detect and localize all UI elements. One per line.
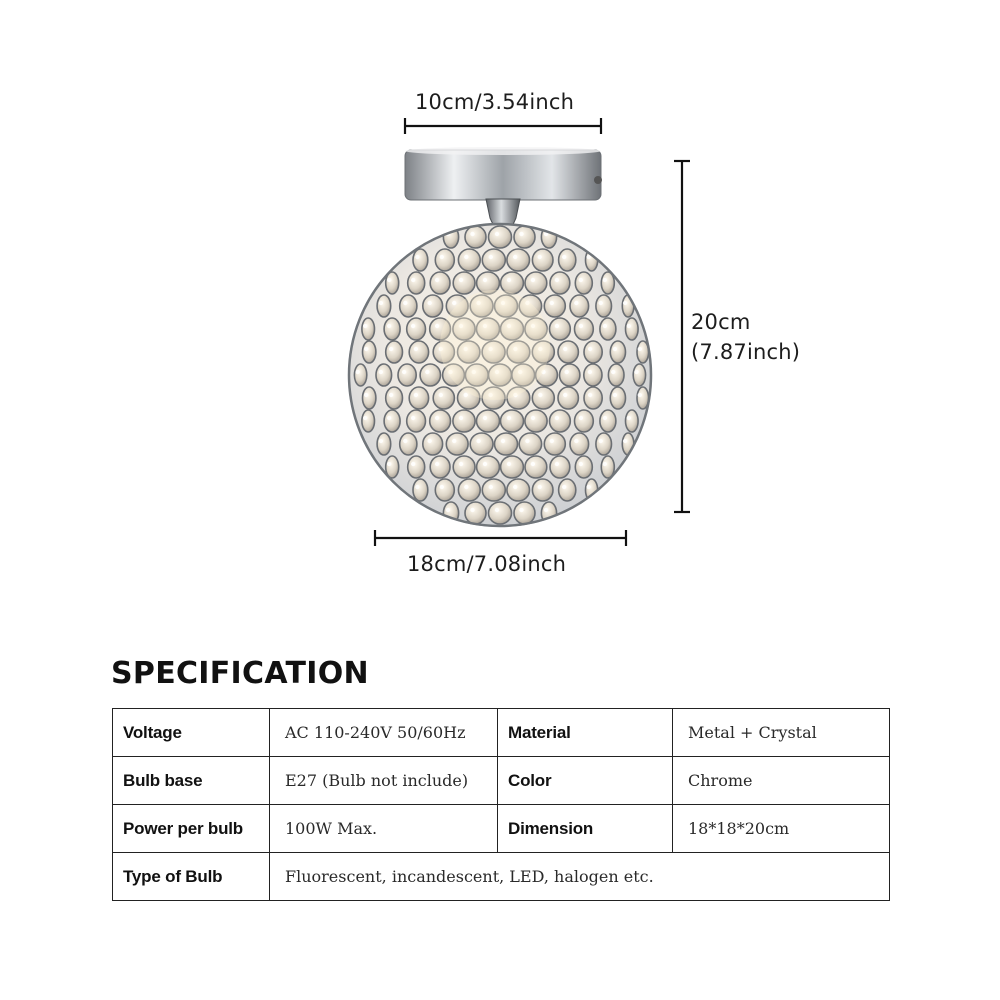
- crystal-ring: [626, 410, 639, 432]
- spec-value-bulb-base: E27 (Bulb not include): [270, 757, 498, 805]
- crystal-ring: [610, 387, 625, 409]
- crystal-highlight: [586, 485, 590, 489]
- crystal-highlight: [495, 508, 499, 512]
- crystal-ring: [610, 341, 625, 363]
- crystal-highlight: [402, 370, 406, 374]
- table-row: [113, 853, 890, 901]
- crystal-highlight: [623, 301, 627, 305]
- spec-label-power: Power per bulb: [113, 805, 270, 853]
- crystal-highlight: [531, 462, 535, 466]
- crystal-ring: [362, 410, 375, 432]
- crystal-highlight: [613, 347, 617, 351]
- crystal-ring: [407, 318, 426, 340]
- spec-value-bulb-type: Fluorescent, incandescent, LED, halogen etc.: [270, 853, 890, 901]
- crystal-highlight: [562, 255, 566, 259]
- crystal-ring: [501, 272, 524, 294]
- crystal-ring: [560, 364, 580, 386]
- spec-label-bulb-type: Type of Bulb: [113, 853, 270, 901]
- crystal-highlight: [411, 278, 415, 282]
- crystal-ring: [559, 479, 576, 501]
- crystal-ring: [362, 318, 375, 340]
- top-width-dimension-line: [405, 118, 601, 134]
- crystal-highlight: [623, 439, 627, 443]
- crystal-ring: [584, 341, 602, 363]
- crystal-highlight: [464, 255, 468, 259]
- crystal-highlight: [387, 416, 391, 420]
- crystal-highlight: [459, 462, 463, 466]
- crystal-ring: [477, 410, 500, 432]
- crystal-highlight: [613, 393, 617, 397]
- crystal-ring: [575, 318, 594, 340]
- crystal-ring: [423, 295, 443, 317]
- crystal-ring: [507, 249, 530, 271]
- crystal-ring: [453, 456, 475, 478]
- crystal-ring: [453, 272, 475, 294]
- crystal-ring: [575, 410, 594, 432]
- crystal-ring: [413, 249, 428, 271]
- crystal-ring: [570, 295, 589, 317]
- crystal-ring: [544, 433, 565, 455]
- crystal-ring: [435, 249, 454, 271]
- crystal-highlight: [425, 370, 429, 374]
- crystal-highlight: [599, 301, 603, 305]
- crystal-highlight: [464, 485, 468, 489]
- crystal-highlight: [476, 439, 480, 443]
- crystal-highlight: [389, 347, 393, 351]
- crystal-ring: [495, 433, 518, 455]
- crystal-ring: [559, 249, 576, 271]
- crystal-ring: [501, 410, 524, 432]
- crystal-highlight: [538, 485, 542, 489]
- crystal-highlight: [555, 416, 559, 420]
- crystal-highlight: [428, 439, 432, 443]
- crystal-highlight: [364, 347, 368, 351]
- crystal-highlight: [489, 255, 493, 259]
- crystal-ring: [458, 479, 480, 501]
- crystal-highlight: [415, 255, 419, 259]
- crystal-highlight: [603, 462, 607, 466]
- spec-label-voltage: Voltage: [113, 709, 270, 757]
- crystal-ring: [600, 318, 616, 340]
- crystal-ring: [354, 364, 366, 386]
- crystal-highlight: [579, 278, 583, 282]
- crystal-ring: [470, 433, 493, 455]
- crystal-highlight: [611, 370, 615, 374]
- crystal-highlight: [550, 439, 554, 443]
- crystal-highlight: [579, 324, 583, 328]
- crystal-ring: [453, 410, 475, 432]
- crystal-highlight: [414, 393, 418, 397]
- crystal-ring: [430, 410, 451, 432]
- crystal-highlight: [411, 462, 415, 466]
- crystal-ring: [409, 341, 428, 363]
- crystal-ring: [408, 272, 425, 294]
- crystal-highlight: [364, 393, 368, 397]
- crystal-highlight: [459, 416, 463, 420]
- crystal-ring: [423, 433, 443, 455]
- crystal-highlight: [565, 370, 569, 374]
- crystal-highlight: [483, 416, 487, 420]
- specification-title: SPECIFICATION: [111, 656, 369, 691]
- crystal-ring: [514, 502, 535, 524]
- crystal-ring: [433, 387, 454, 409]
- crystal-ring: [409, 387, 428, 409]
- crystal-highlight: [531, 278, 535, 282]
- crystal-highlight: [435, 462, 439, 466]
- crystal-highlight: [507, 416, 511, 420]
- crystal-ring: [519, 433, 541, 455]
- crystal-highlight: [489, 485, 493, 489]
- crystal-highlight: [439, 393, 443, 397]
- crystal-ring: [544, 295, 565, 317]
- table-row: [113, 757, 890, 805]
- crystal-ring: [550, 410, 571, 432]
- crystal-highlight: [452, 439, 456, 443]
- crystal-ring: [376, 364, 392, 386]
- crystal-highlight: [411, 416, 415, 420]
- crystal-ring: [525, 272, 547, 294]
- crystal-highlight: [415, 485, 419, 489]
- crystal-ring: [596, 295, 612, 317]
- crystal-ring: [413, 479, 428, 501]
- crystal-highlight: [513, 255, 517, 259]
- crystal-highlight: [389, 393, 393, 397]
- crystal-ring: [465, 502, 486, 524]
- crystal-highlight: [531, 416, 535, 420]
- crystal-ring: [458, 249, 480, 271]
- crystal-ring: [570, 433, 589, 455]
- crystal-highlight: [638, 393, 642, 397]
- crystal-ring: [384, 318, 400, 340]
- crystal-highlight: [355, 370, 359, 374]
- crystal-highlight: [501, 439, 505, 443]
- crystal-ring: [608, 364, 624, 386]
- crystal-ring: [525, 410, 547, 432]
- bottom-width-label: 18cm/7.08inch: [407, 552, 567, 576]
- crystal-highlight: [379, 301, 383, 305]
- crystal-highlight: [440, 485, 444, 489]
- crystal-highlight: [470, 508, 474, 512]
- crystal-highlight: [459, 278, 463, 282]
- crystal-ring: [377, 295, 391, 317]
- crystal-ring: [398, 364, 416, 386]
- crystal-ring: [363, 341, 376, 363]
- crystal-highlight: [599, 439, 603, 443]
- crystal-ring: [532, 249, 553, 271]
- crystal-ring: [532, 479, 553, 501]
- crystal-highlight: [603, 416, 607, 420]
- crystal-highlight: [627, 416, 631, 420]
- crystal-highlight: [563, 393, 567, 397]
- crystal-ring: [386, 387, 403, 409]
- crystal-ring: [600, 410, 616, 432]
- crystal-highlight: [452, 301, 456, 305]
- crystal-ring: [446, 433, 468, 455]
- crystal-highlight: [586, 255, 590, 259]
- crystal-highlight: [363, 416, 367, 420]
- crystal-highlight: [579, 462, 583, 466]
- crystal-ring: [407, 410, 426, 432]
- crystal-highlight: [428, 301, 432, 305]
- crystal-highlight: [519, 508, 523, 512]
- crystal-highlight: [435, 278, 439, 282]
- crystal-ring: [465, 226, 486, 248]
- specification-table: [112, 708, 890, 901]
- spec-value-dimension: 18*18*20cm: [673, 805, 890, 853]
- crystal-ring: [575, 272, 592, 294]
- crystal-ring: [363, 387, 376, 409]
- crystal-ring: [633, 364, 645, 386]
- crystal-ring: [482, 249, 505, 271]
- crystal-highlight: [555, 324, 559, 328]
- crystal-highlight: [588, 347, 592, 351]
- table-row: [113, 709, 890, 757]
- crystal-ring: [622, 295, 634, 317]
- crystal-highlight: [387, 462, 391, 466]
- crystal-ring: [584, 387, 602, 409]
- crystal-ring: [489, 502, 512, 524]
- crystal-ring: [501, 456, 524, 478]
- top-width-label: 10cm/3.54inch: [415, 90, 575, 114]
- crystal-ring: [430, 456, 450, 478]
- crystal-ring: [584, 364, 602, 386]
- spec-label-bulb-base: Bulb base: [113, 757, 270, 805]
- crystal-highlight: [495, 232, 499, 236]
- crystal-ring: [532, 387, 554, 409]
- crystal-ring: [430, 272, 450, 294]
- crystal-highlight: [562, 485, 566, 489]
- crystal-highlight: [483, 278, 487, 282]
- crystal-ring: [435, 479, 454, 501]
- crystal-ring: [558, 387, 578, 409]
- crystal-highlight: [363, 324, 367, 328]
- crystal-ring: [575, 456, 592, 478]
- crystal-highlight: [588, 370, 592, 374]
- crystal-highlight: [638, 347, 642, 351]
- spec-label-dimension: Dimension: [498, 805, 673, 853]
- crystal-highlight: [627, 324, 631, 328]
- crystal-highlight: [470, 232, 474, 236]
- spec-label-color: Color: [498, 757, 673, 805]
- spec-label-material: Material: [498, 709, 673, 757]
- crystal-highlight: [550, 301, 554, 305]
- crystal-globe: [349, 224, 651, 526]
- spec-value-color: Chrome: [673, 757, 890, 805]
- crystal-ring: [558, 341, 578, 363]
- height-cm-label: 20cm: [691, 310, 751, 334]
- height-dimension-line: [674, 161, 690, 512]
- crystal-highlight: [403, 301, 407, 305]
- crystal-highlight: [538, 255, 542, 259]
- crystal-ring: [408, 456, 425, 478]
- crystal-highlight: [603, 324, 607, 328]
- crystal-ring: [525, 456, 547, 478]
- crystal-ring: [377, 433, 391, 455]
- ceiling-canopy: [405, 147, 602, 200]
- crystal-highlight: [379, 370, 383, 374]
- crystal-highlight: [403, 439, 407, 443]
- crystal-highlight: [464, 393, 468, 397]
- crystal-ring: [550, 318, 571, 340]
- crystal-highlight: [483, 462, 487, 466]
- crystal-ring: [626, 318, 639, 340]
- bottom-width-dimension-line: [375, 530, 626, 546]
- spec-value-material: Metal + Crystal: [673, 709, 890, 757]
- crystal-ring: [400, 295, 417, 317]
- crystal-highlight: [574, 301, 578, 305]
- crystal-highlight: [555, 278, 559, 282]
- crystal-ring: [514, 226, 535, 248]
- crystal-ring: [550, 272, 570, 294]
- crystal-ring: [550, 456, 570, 478]
- crystal-highlight: [440, 255, 444, 259]
- crystal-ring: [420, 364, 440, 386]
- crystal-highlight: [525, 439, 529, 443]
- crystal-highlight: [544, 508, 548, 512]
- crystal-ring: [386, 341, 403, 363]
- crystal-highlight: [603, 278, 607, 282]
- crystal-highlight: [579, 416, 583, 420]
- crystal-ring: [622, 433, 634, 455]
- crystal-highlight: [507, 278, 511, 282]
- crystal-highlight: [411, 324, 415, 328]
- crystal-highlight: [538, 393, 542, 397]
- crystal-highlight: [446, 508, 450, 512]
- table-row: [113, 805, 890, 853]
- crystal-highlight: [634, 370, 638, 374]
- crystal-highlight: [387, 278, 391, 282]
- crystal-highlight: [563, 347, 567, 351]
- bulb-glow: [440, 290, 550, 400]
- crystal-ring: [489, 226, 512, 248]
- height-inch-label: (7.87inch): [691, 340, 801, 364]
- crystal-highlight: [513, 485, 517, 489]
- crystal-highlight: [588, 393, 592, 397]
- crystal-highlight: [555, 462, 559, 466]
- crystal-highlight: [507, 462, 511, 466]
- crystal-highlight: [574, 439, 578, 443]
- crystal-highlight: [519, 232, 523, 236]
- spec-value-voltage: AC 110-240V 50/60Hz: [270, 709, 498, 757]
- crystal-ring: [596, 433, 612, 455]
- crystal-highlight: [414, 347, 418, 351]
- spec-value-power: 100W Max.: [270, 805, 498, 853]
- crystal-ring: [477, 456, 500, 478]
- crystal-highlight: [387, 324, 391, 328]
- crystal-highlight: [379, 439, 383, 443]
- crystal-ring: [507, 479, 530, 501]
- crystal-ring: [482, 479, 505, 501]
- crystal-ring: [384, 410, 400, 432]
- crystal-highlight: [435, 416, 439, 420]
- crystal-highlight: [435, 324, 439, 328]
- crystal-ring: [400, 433, 417, 455]
